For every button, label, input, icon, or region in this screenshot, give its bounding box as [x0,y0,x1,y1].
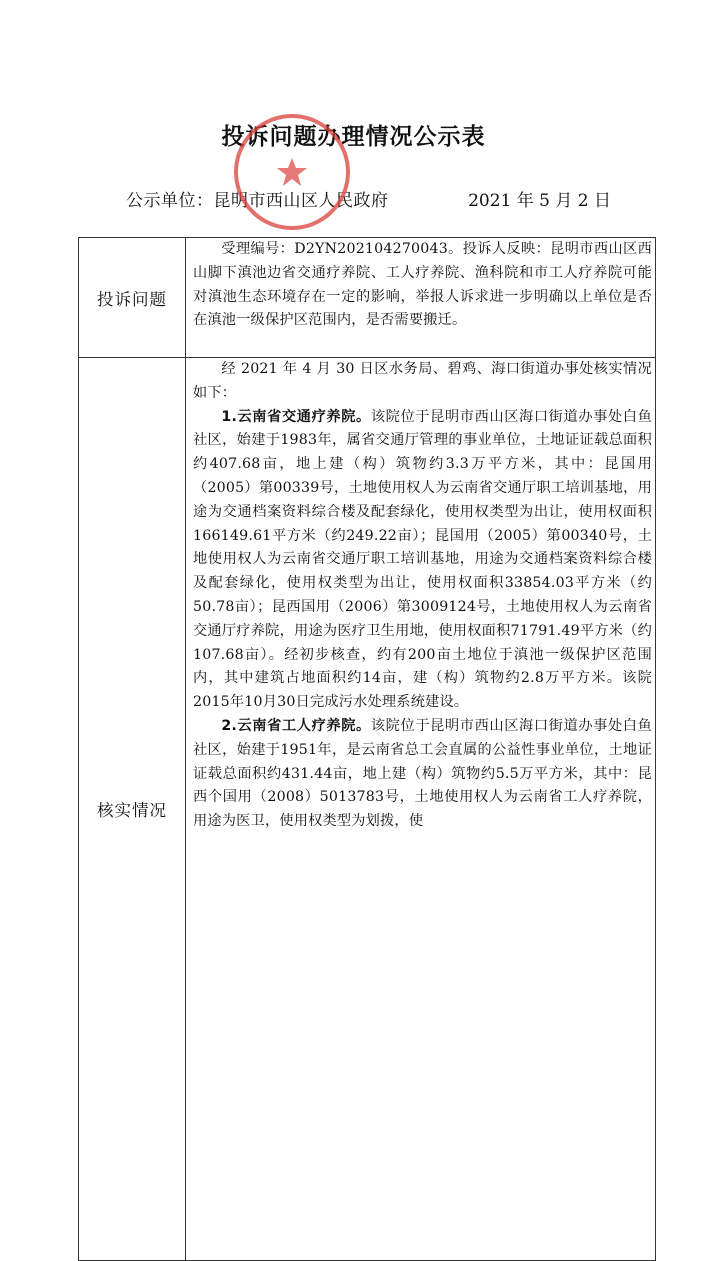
paragraph: 1.云南省交通疗养院。该院位于昆明市西山区海口街道办事处白鱼社区，始建于1983年，属省交通厅管理的事业单位，土地证证载总面积约407.68亩，地上建（构）筑物约3.3万平方米，其中：昆国用（2005）第00339号，土地使用权人为云南省交通厅职工培训基地，用途为交通档案资料综合楼及配套绿化，使用权类型为出让，使用权面积166149.61平方米（约249.22亩）；昆国用（2005）第00340号，土地使用权人为云南省交通厅职工培训基地，用途为交通档案资料综合楼及配套绿化，使用权类型为出让，使用权面积33854.03平方米（约50.78亩）；昆西国用（2006）第3009124号，土地使用权人为云南省交通厅疗养院，用途为医疗卫生用地，使用权面积71791.49平方米（约107.68亩）。经初步核查，约有200亩土地位于滇池一级保护区范围内，其中建筑占地面积约14亩，建（构）筑物约2.8万平方米。该院2015年10月30日完成污水处理系统建设。 [193,408,652,711]
publishing-unit: 公示单位：昆明市西山区人民政府 [126,191,389,211]
section-heading: 2.云南省工人疗养院。 [221,717,371,734]
publication-info [126,186,611,211]
section-heading: 1.云南省交通疗养院。 [221,408,371,425]
publication-date: 2021 年 5 月 2 日 [468,191,611,211]
table-row [79,358,656,1261]
paragraph: 经 2021 年 4 月 30 日区水务局、碧鸡、海口街道办事处核实情况如下： [193,361,652,401]
paragraph: 2.云南省工人疗养院。该院位于昆明市西山区海口街道办事处白鱼社区，始建于1951年，是云南省总工会直属的公益性事业单位，土地证证载总面积约431.44亩，地上建（构）筑物约5.5万平方米，其中：昆西个国用（2008）5013783号，土地使用权人为云南省工人疗养院，用途为医卫，使用权类型为划拨，使 [193,717,652,830]
table-row [79,238,656,358]
complaint-content [186,238,656,358]
verification-content [186,358,656,1261]
row-label: 投诉问题 [79,238,186,358]
complaint-table [78,237,656,1261]
row-label: 核实情况 [79,358,186,1261]
page-title: 投诉问题办理情况公示表 [221,124,486,150]
paragraph: 受理编号：D2YN202104270043。投诉人反映：昆明市西山区西山脚下滇池边省交通疗养院、工人疗养院、渔科院和市工人疗养院可能对滇池生态环境存在一定的影响，举报人诉求进一步明确以上单位是否在滇池一级保护区范围内，是否需要搬迁。 [193,241,652,329]
